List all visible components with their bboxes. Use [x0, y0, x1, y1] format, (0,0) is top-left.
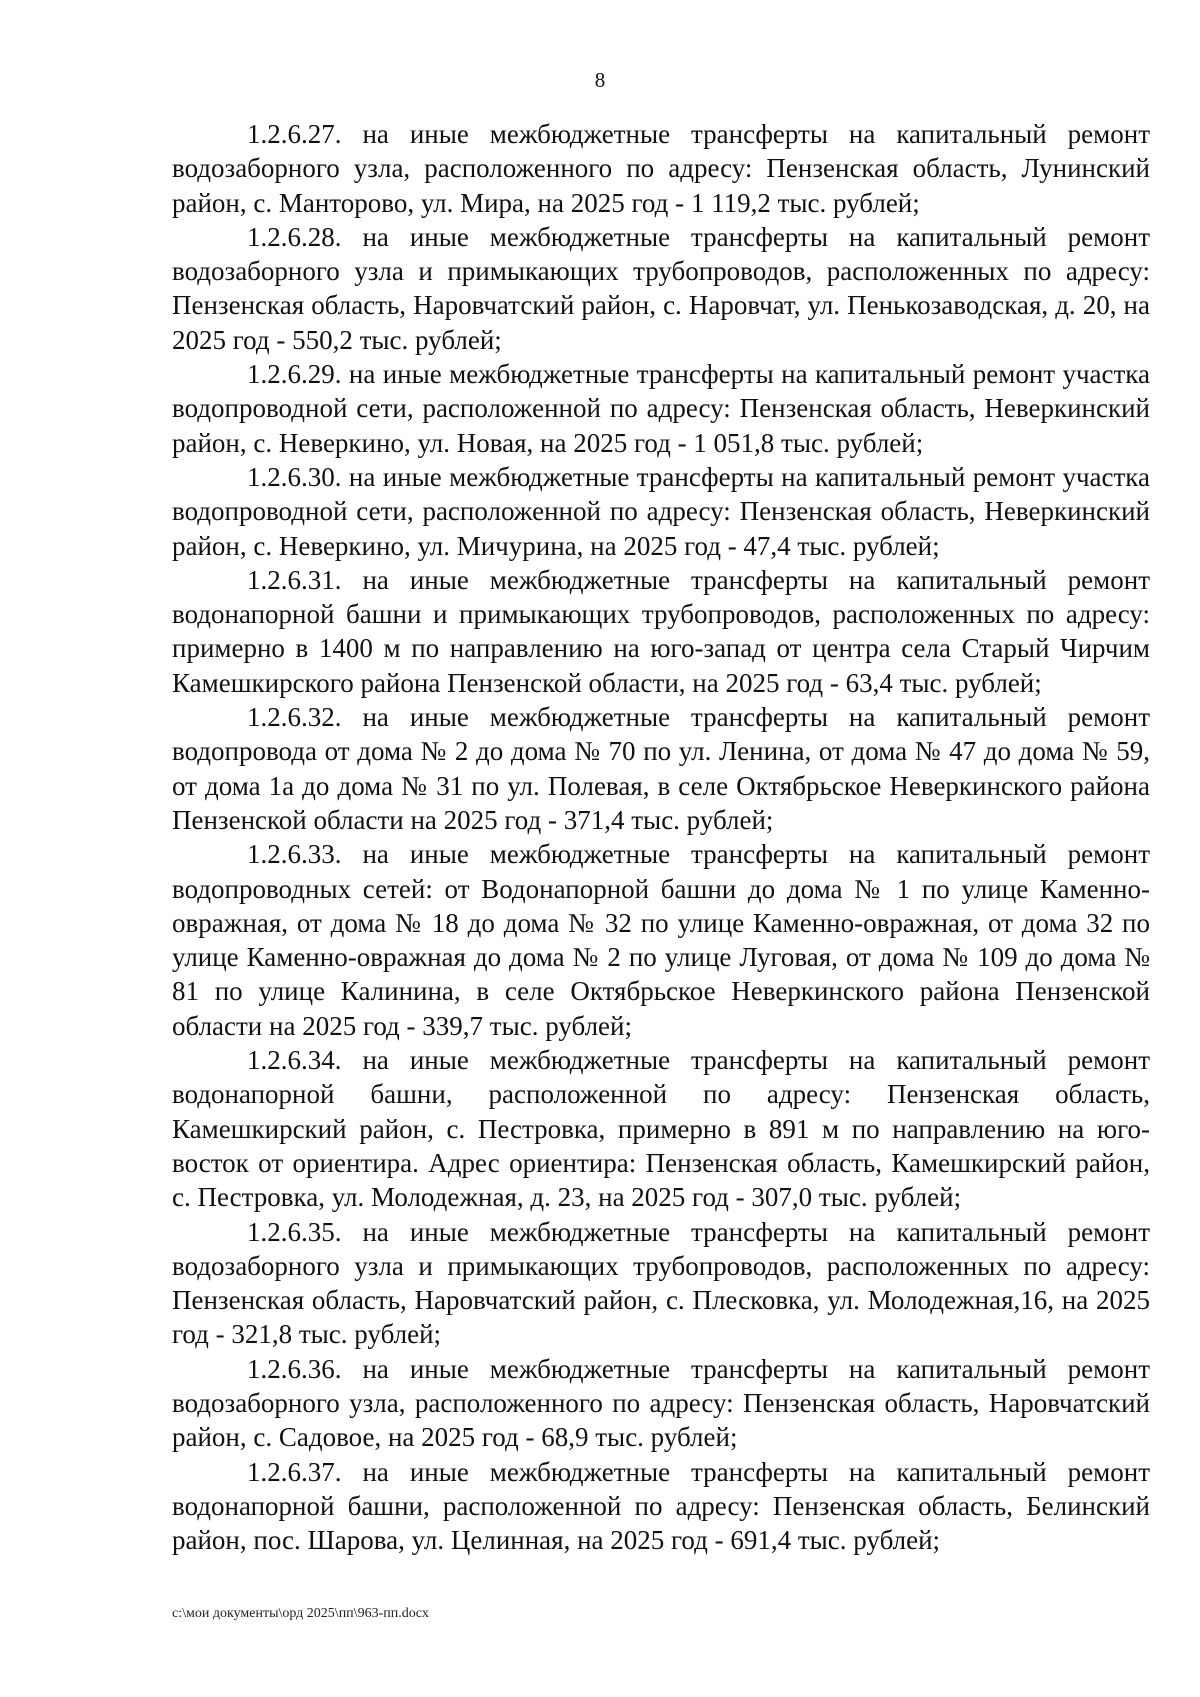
paragraph-1-2-6-28: 1.2.6.28. на иные межбюджетные трансферты на капитальный ремонт водозаборного узла и примыкающих трубопроводов, расположенных по адресу: Пензенская область, Наровчатский район, с. Наровчат, ул. Пенькозаводская, д. 20, на 2025 год - 550,2 тыс. рублей; [172, 221, 1150, 355]
paragraph-1-2-6-29: 1.2.6.29. на иные межбюджетные трансферты на капитальный ремонт участка водопроводной сети, расположенной по адресу: Пензенская область, Неверкинский район, с. Неверкино, ул. Новая, на 2025 год - 1 051,8 тыс. рублей; [172, 359, 1150, 458]
document-body [172, 117, 1150, 1557]
paragraph-1-2-6-35: 1.2.6.35. на иные межбюджетные трансферты на капитальный ремонт водозаборного узла и примыкающих трубопроводов, расположенных по адресу: Пензенская область, Наровчатский район, с. Плесковка, ул. Молодежная,16, на 2025 год - 321,8 тыс. рублей; [172, 1216, 1150, 1350]
paragraph-1-2-6-36: 1.2.6.36. на иные межбюджетные трансферты на капитальный ремонт водозаборного узла, расположенного по адресу: Пензенская область, Наровчатский район, с. Садовое, на 2025 год - 68,9 тыс. рублей; [172, 1353, 1150, 1453]
paragraph-1-2-6-31: 1.2.6.31. на иные межбюджетные трансферты на капитальный ремонт водонапорной башни и примыкающих трубопроводов, расположенных по адресу: примерно в 1400 м по направлению на юго-запад от центра села Старый Чирчим Камешкирского района Пензенской области, на 2025 год - 63,4 тыс. рублей; [172, 564, 1150, 698]
paragraph-1-2-6-34: 1.2.6.34. на иные межбюджетные трансферты на капитальный ремонт водонапорной башни, расположенной по адресу: Пензенская область, Камешкирский район, с. Пестровка, примерно в 891 м по направлению на юго-восток от ориентира. Адрес ориентира: Пензенская область, Камешкирский район, с. Пестровка, ул. Молодежная, д. 23, на 2025 год - 307,0 тыс. рублей; [172, 1045, 1150, 1213]
footer-file-path: c:\мои документы\орд 2025\пп\963-пп.docx [172, 1606, 429, 1621]
paragraph-1-2-6-27: 1.2.6.27. на иные межбюджетные трансферты на капитальный ремонт водозаборного узла, расположенного по адресу: Пензенская область, Лунинский район, с. Манторово, ул. Мира, на 2025 год - 1 119,2 тыс. рублей; [172, 119, 1150, 218]
paragraph-1-2-6-32: 1.2.6.32. на иные межбюджетные трансферты на капитальный ремонт водопровода от дома № 2 до дома № 70 по ул. Ленина, от дома № 47 до дома № 59, от дома 1а до дома № 31 по ул. Полевая, в селе Октябрьское Неверкинского района Пензенской области на 2025 год - 371,4 тыс. рублей; [172, 702, 1150, 835]
paragraph-1-2-6-37: 1.2.6.37. на иные межбюджетные трансферты на капитальный ремонт водонапорной башни, расположенной по адресу: Пензенская область, Белинский район, пос. Шарова, ул. Целинная, на 2025 год - 691,4 тыс. рублей; [172, 1456, 1150, 1556]
paragraph-1-2-6-30: 1.2.6.30. на иные межбюджетные трансферты на капитальный ремонт участка водопроводной сети, расположенной по адресу: Пензенская область, Неверкинский район, с. Неверкино, ул. Мичурина, на 2025 год - 47,4 тыс. рублей; [172, 461, 1150, 561]
paragraph-1-2-6-33: 1.2.6.33. на иные межбюджетные трансферты на капитальный ремонт водопроводных сетей: от Водонапорной башни до дома № 1 по улице Каменно-овражная, от дома № 18 до дома № 32 по улице Каменно-овражная, от дома 32 по улице Каменно-овражная до дома № 2 по улице Луговая, от дома № 109 до дома № 81 по улице Калинина, в селе Октябрьское Неверкинского района Пензенской области на 2025 год - 339,7 тыс. рублей; [172, 839, 1150, 1041]
page-number: 8 [594, 68, 606, 92]
